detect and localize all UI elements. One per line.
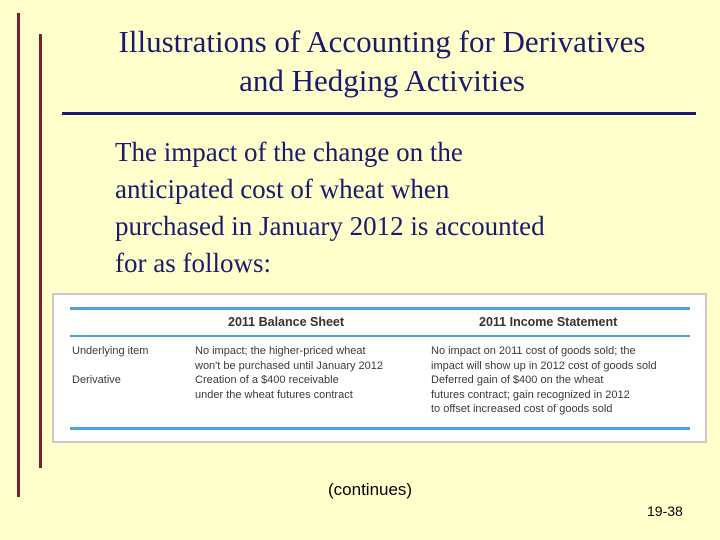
left-accent-bar-outer — [17, 13, 20, 497]
left-accent-bar-inner — [39, 34, 42, 468]
income-line: to offset increased cost of goods sold — [431, 403, 613, 415]
body-line-3: purchased in January 2012 is accounted — [115, 211, 545, 241]
balance-line: won't be purchased until January 2012 — [195, 359, 384, 372]
balance-line: No impact; the higher-priced wheat — [195, 345, 366, 357]
row-label-underlying-item — [72, 344, 148, 359]
income-line: No impact on 2011 cost of goods sold; the — [431, 345, 636, 357]
body-line-1: The impact of the change on the — [115, 137, 463, 167]
balance-sheet-cell — [195, 344, 383, 402]
slide-title-line-1: Illustrations of Accounting for Derivatives — [118, 24, 646, 59]
row-label-text: Derivative — [72, 374, 121, 386]
balance-line: under the wheat futures contract — [195, 388, 353, 401]
row-label-derivative — [72, 373, 121, 388]
income-line: impact will show up in 2012 cost of goods sold — [431, 359, 657, 372]
body-line-4: for as follows: — [115, 248, 271, 278]
column-header-income-statement: 2011 Income Statement — [479, 315, 618, 329]
slide-title-line-2: and Hedging Activities — [239, 63, 525, 98]
income-statement-cell — [431, 344, 657, 417]
table-bottom-rule — [70, 427, 690, 430]
column-header-balance-sheet: 2011 Balance Sheet — [228, 315, 345, 329]
table-header-rule — [70, 335, 690, 337]
slide-title — [62, 22, 702, 100]
table-top-rule — [70, 307, 690, 310]
income-line: futures contract; gain recognized in 2012 — [431, 388, 630, 401]
row-label-text: Underlying item — [72, 345, 149, 357]
body-paragraph — [115, 134, 675, 282]
title-underline — [62, 112, 696, 115]
income-line: Deferred gain of $400 on the wheat — [431, 374, 604, 386]
accounting-table-figure — [52, 293, 707, 443]
balance-line: Creation of a $400 receivable — [195, 374, 339, 386]
page-number: 19-38 — [647, 503, 683, 519]
body-line-2: anticipated cost of wheat when — [115, 174, 450, 204]
continues-note: (continues) — [328, 480, 413, 499]
